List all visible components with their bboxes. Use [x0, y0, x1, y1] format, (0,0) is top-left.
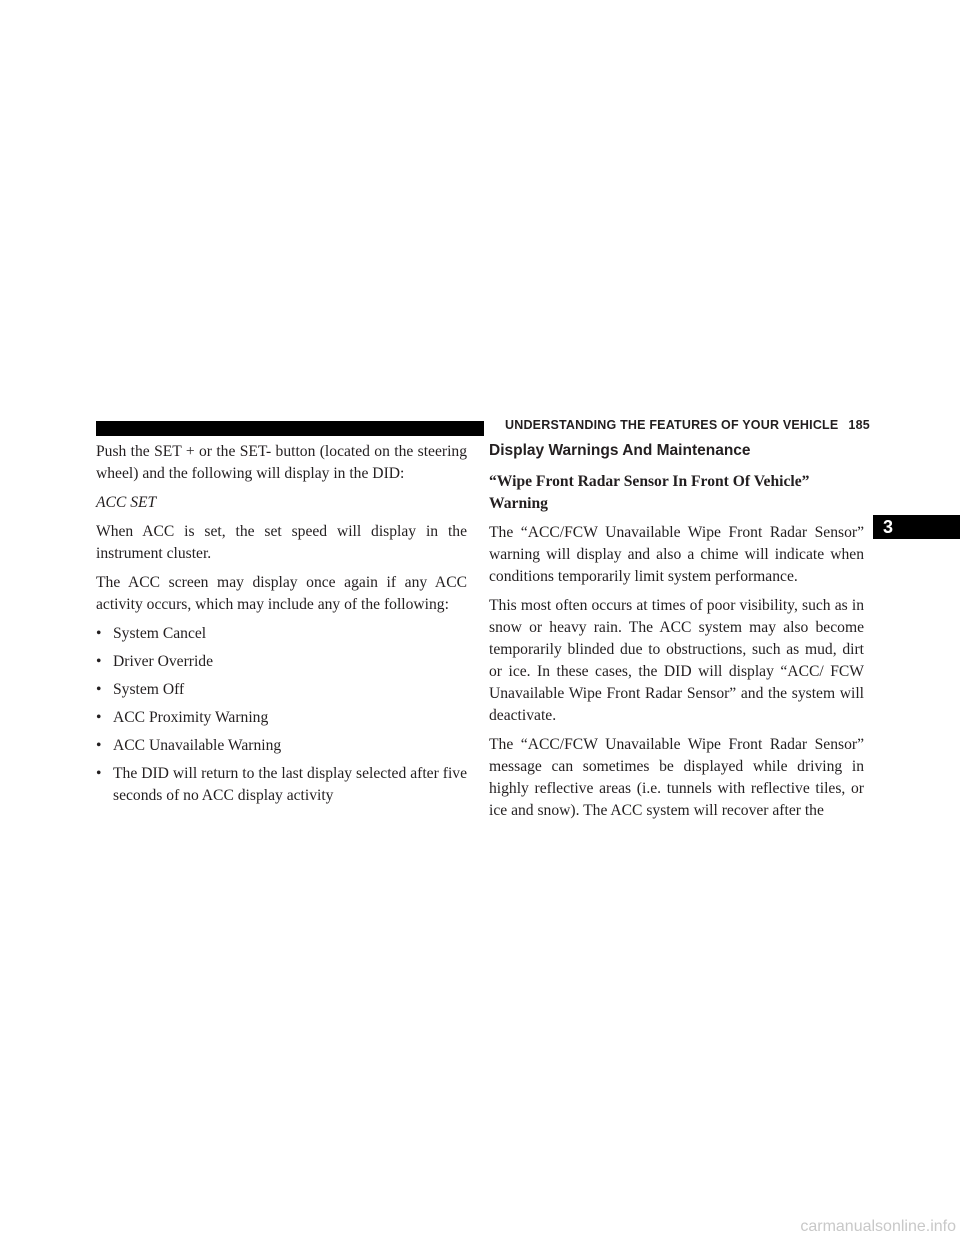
right-column	[489, 441, 864, 829]
list-item	[96, 707, 467, 729]
acc-set-paragraph: When ACC is set, the set speed will display in the instrument cluster.	[96, 523, 467, 562]
chapter-tab	[873, 515, 960, 539]
header-bar	[96, 421, 484, 436]
watermark: carmanualsonline.info	[800, 1218, 956, 1235]
bullet-icon: •	[96, 709, 102, 726]
left-column	[96, 441, 467, 813]
list-item	[96, 679, 467, 701]
bullet-icon: •	[96, 737, 102, 754]
bullet-icon: •	[96, 765, 102, 782]
page-number: 185	[848, 418, 870, 432]
bullet-icon: •	[96, 681, 102, 698]
acc-set-subhead: ACC SET	[96, 494, 157, 511]
running-header	[505, 418, 870, 432]
list-item	[96, 763, 467, 807]
bullet-icon: •	[96, 625, 102, 642]
list-item	[96, 623, 467, 645]
list-item-text: System Cancel	[113, 625, 207, 642]
chapter-number: 3	[883, 517, 894, 537]
warning-paragraph-3: The “ACC/FCW Unavailable Wipe Front Radar Sensor” message can sometimes be displayed while driving in highly reflective areas (i.e. tunnels with reflective tiles, or ice and snow). The ACC system will recover after the	[489, 736, 864, 819]
acc-screen-paragraph: The ACC screen may display once again if any ACC activity occurs, which may include any of the following:	[96, 574, 467, 613]
warning-subheading: “Wipe Front Radar Sensor In Front Of Vehicle” Warning	[489, 473, 810, 512]
list-item-text: The DID will return to the last display selected after five seconds of no ACC display activity	[113, 765, 467, 804]
acc-activity-list	[96, 623, 467, 807]
warning-paragraph-2: This most often occurs at times of poor visibility, such as in snow or heavy rain. The ACC system may also become temporarily blinded due to obstructions, such as mud, dirt or ice. In these cases, the DID will display “ACC/ FCW Unavailable Wipe Front Radar Sensor” and the system will deactivate.	[489, 597, 864, 724]
list-item-text: Driver Override	[113, 653, 214, 670]
list-item	[96, 735, 467, 757]
intro-paragraph: Push the SET + or the SET- button (located on the steering wheel) and the following will display in the DID:	[96, 443, 467, 482]
header-title: UNDERSTANDING THE FEATURES OF YOUR VEHICLE	[505, 418, 839, 432]
list-item-text: System Off	[113, 681, 185, 698]
section-heading: Display Warnings And Maintenance	[489, 442, 751, 459]
list-item	[96, 651, 467, 673]
list-item-text: ACC Proximity Warning	[113, 709, 269, 726]
list-item-text: ACC Unavailable Warning	[113, 737, 282, 754]
bullet-icon: •	[96, 653, 102, 670]
warning-paragraph-1: The “ACC/FCW Unavailable Wipe Front Radar Sensor” warning will display and also a chime will indicate when conditions temporarily limit system performance.	[489, 524, 864, 585]
